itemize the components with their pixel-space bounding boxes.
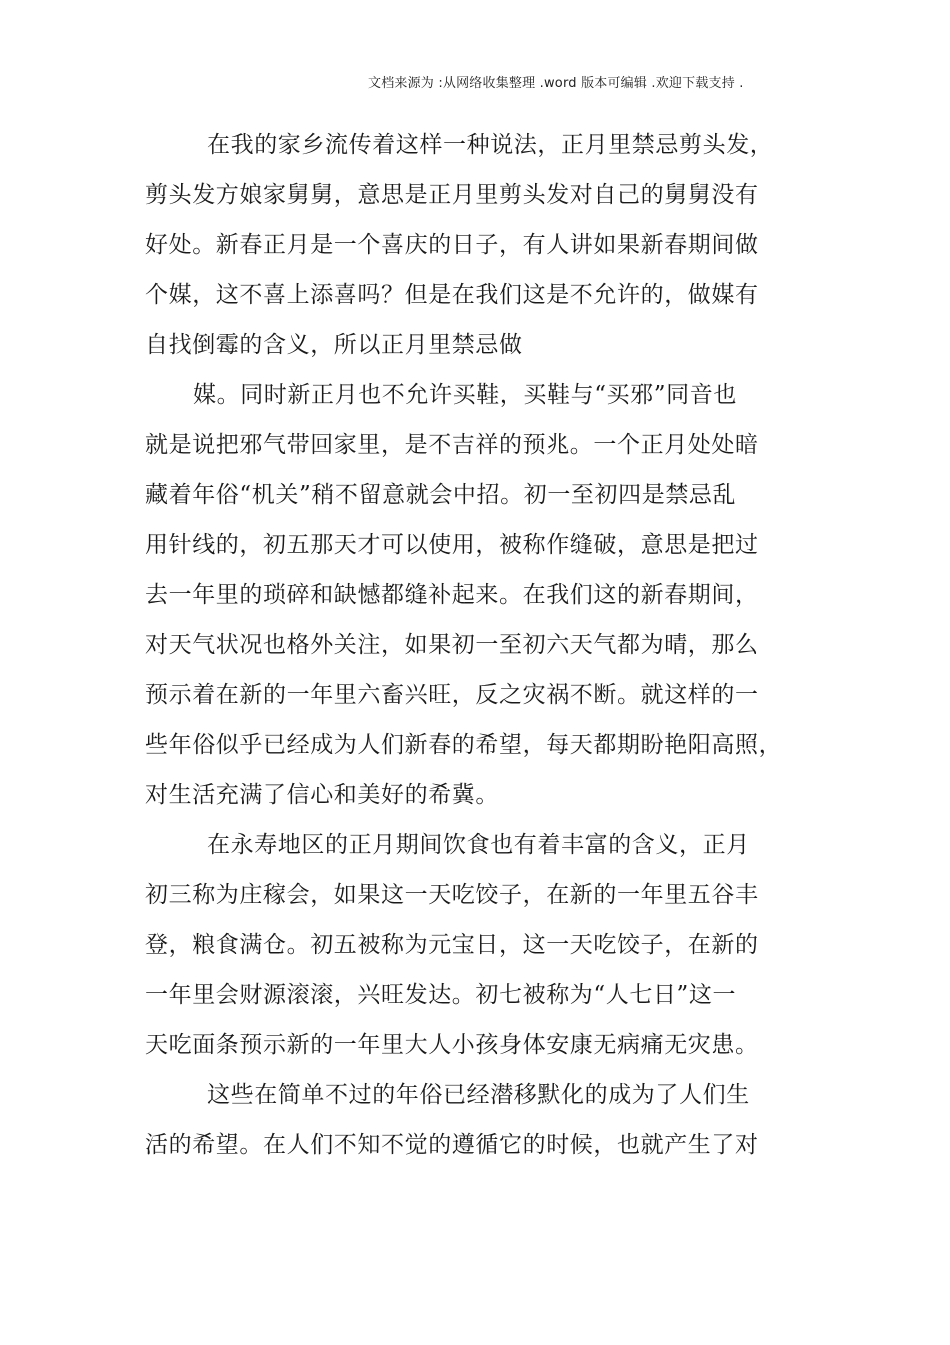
text-line: 对生活充满了信心和美好的希冀。 xyxy=(145,782,499,808)
text-line: 初三称为庄稼会，如果这一天吃饺子，在新的一年里五谷丰 xyxy=(145,882,759,908)
text-line: 好处。新春正月是一个喜庆的日子，有人讲如果新春期间做 xyxy=(145,232,759,258)
text-line: 这些在简单不过的年俗已经潜移默化的成为了人们生 xyxy=(207,1082,750,1108)
text-line: 在永寿地区的正月期间饮食也有着丰富的含义，正月 xyxy=(207,832,750,858)
text-line: 就是说把邪气带回家里，是不吉祥的预兆。一个正月处处暗 xyxy=(145,432,759,458)
text-line: 媒。同时新正月也不允许买鞋，买鞋与“买邪”同音也 xyxy=(193,382,737,408)
text-line: 自找倒霉的含义，所以正月里禁忌做 xyxy=(145,332,523,358)
document-body xyxy=(145,120,783,1170)
text-line: 对天气状况也格外关注，如果初一至初六天气都为晴，那么 xyxy=(145,632,759,658)
text-line: 些年俗似乎已经成为人们新春的希望，每天都期盼艳阳高照， xyxy=(145,732,783,758)
text-line: 活的希望。在人们不知不觉的遵循它的时候，也就产生了对 xyxy=(145,1132,759,1158)
text-line: 登，粮食满仓。初五被称为元宝日，这一天吃饺子，在新的 xyxy=(145,932,759,958)
text-line: 在我的家乡流传着这样一种说法，正月里禁忌剪头发， xyxy=(207,132,774,158)
text-line: 剪头发方娘家舅舅，意思是正月里剪头发对自己的舅舅没有 xyxy=(145,182,759,208)
header-note: 文档来源为 :从网络收集整理 .word 版本可编辑 .欢迎下载支持 . xyxy=(368,76,744,91)
text-line: 用针线的，初五那天才可以使用，被称作缝破，意思是把过 xyxy=(145,532,759,558)
text-line: 藏着年俗“机关”稍不留意就会中招。初一至初四是禁忌乱 xyxy=(145,482,737,508)
text-line: 预示着在新的一年里六畜兴旺，反之灾祸不断。就这样的一 xyxy=(145,682,759,708)
text-line: 一年里会财源滚滚，兴旺发达。初七被称为“人七日”这一 xyxy=(145,982,737,1008)
text-line: 去一年里的琐碎和缺憾都缝补起来。在我们这的新春期间， xyxy=(145,582,759,608)
text-line: 天吃面条预示新的一年里大人小孩身体安康无病痛无灾患。 xyxy=(145,1032,759,1058)
text-line: 个媒，这不喜上添喜吗？但是在我们这是不允许的，做媒有 xyxy=(145,282,759,308)
